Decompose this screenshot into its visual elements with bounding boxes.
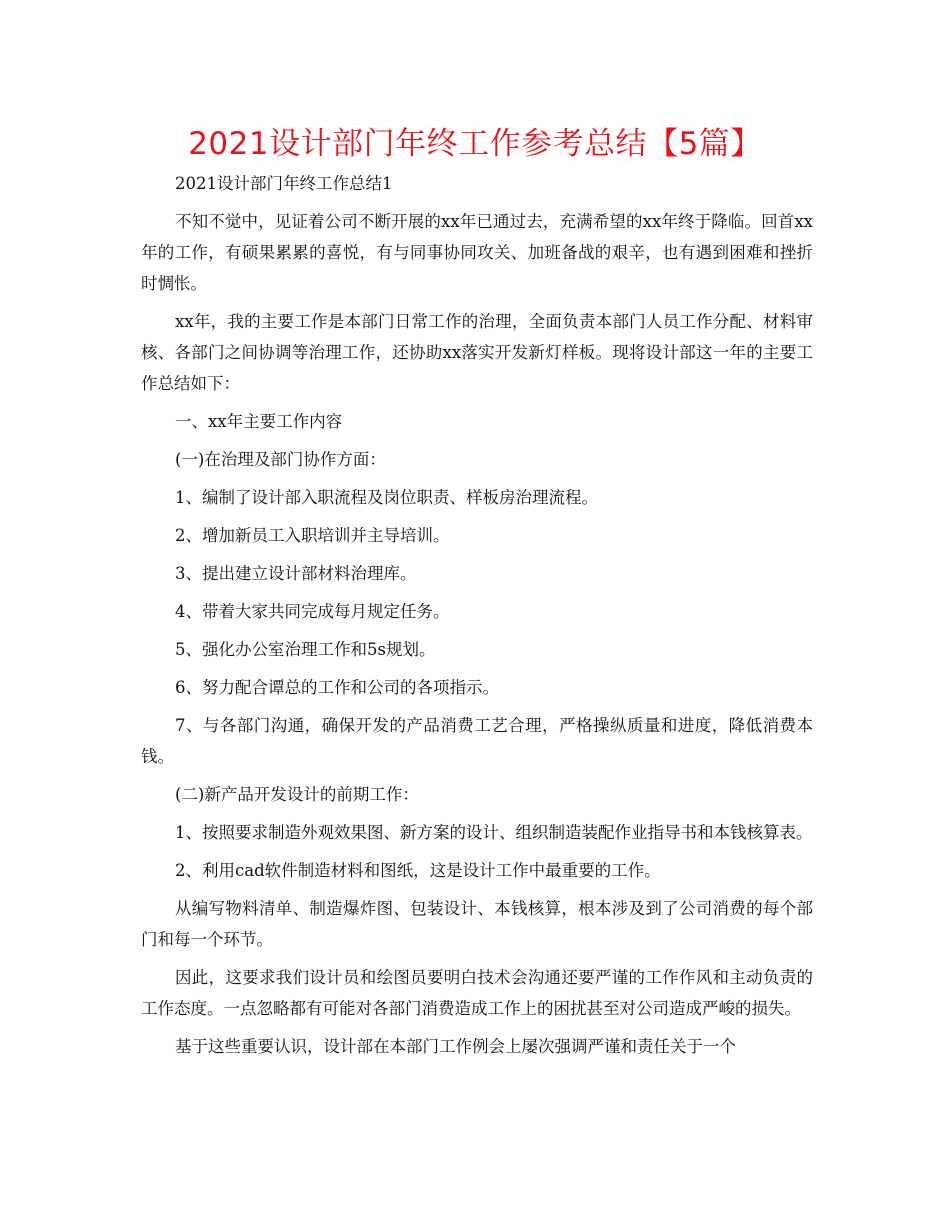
- list-item: 1、编制了设计部入职流程及岗位职责、样板房治理流程。: [175, 488, 598, 507]
- paragraph: 基于这些重要认识，设计部在本部门工作例会上屡次强调严谨和责任关于一个: [175, 1037, 736, 1056]
- paragraph: (二)新产品开发设计的前期工作：: [175, 785, 419, 804]
- list-item: 1、按照要求制造外观效果图、新方案的设计、组织制造装配作业指导书和本钱核算表。: [175, 823, 813, 842]
- list-item: 7、与各部门沟通，确保开发的产品消费工艺合理，严格操纵质量和进度，降低消费本钱。: [141, 716, 813, 766]
- list-item: 2、增加新员工入职培训并主导培训。: [175, 526, 450, 545]
- list-item: 2、利用cad软件制造材料和图纸，这是设计工作中最重要的工作。: [175, 861, 661, 880]
- paragraph: 不知不觉中，见证着公司不断开展的xx年已通过去，充满希望的xx年终于降临。回首xx年的工作，有硕果累累的喜悦，有与同事协同攻关、加班备战的艰辛，也有遇到困难和挫折时惆怅。: [141, 212, 813, 293]
- paragraph: 一、xx年主要工作内容: [175, 412, 343, 431]
- list-item: 3、提出建立设计部材料治理库。: [175, 564, 417, 583]
- section-heading: 2021设计部门年终工作总结1: [175, 174, 393, 193]
- paragraph: 因此，这要求我们设计员和绘图员要明白技术会沟通还要严谨的工作作风和主动负责的工作态度。一点忽略都有可能对各部门消费造成工作上的困扰甚至对公司造成严峻的损失。: [141, 968, 813, 1018]
- document-title: 2021设计部门年终工作参考总结【5篇】: [188, 126, 762, 162]
- paragraph: 从编写物料清单、制造爆炸图、包装设计、本钱核算，根本涉及到了公司消费的每个部门和每一个环节。: [141, 899, 813, 949]
- list-item: 5、强化办公室治理工作和5s规划。: [175, 640, 436, 659]
- paragraph: xx年，我的主要工作是本部门日常工作的治理，全面负责本部门人员工作分配、材料审核、各部门之间协调等治理工作，还协助xx落实开发新灯样板。现将设计部这一年的主要工作总结如下：: [141, 312, 813, 393]
- list-item: 6、努力配合谭总的工作和公司的各项指示。: [175, 678, 499, 697]
- list-item: 4、带着大家共同完成每月规定任务。: [175, 602, 450, 621]
- paragraph: (一)在治理及部门协作方面：: [175, 450, 386, 469]
- document-body: [141, 168, 813, 1069]
